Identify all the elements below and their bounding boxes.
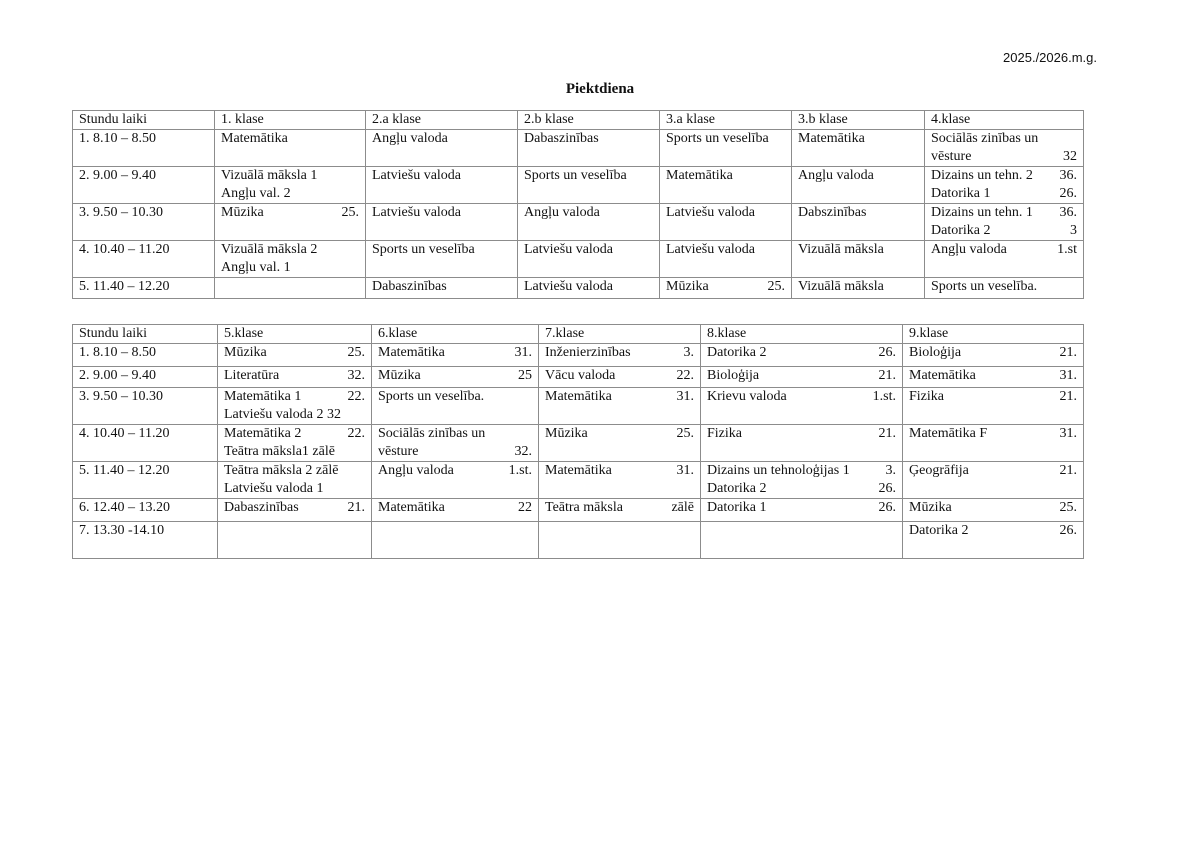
lesson-cell [218, 425, 372, 462]
lesson-line [545, 388, 694, 406]
lesson-subject: Latviešu valoda [372, 168, 462, 183]
column-header: 1. klase [215, 111, 366, 130]
lesson-line [545, 367, 694, 385]
lesson-line [909, 522, 1077, 540]
table-row [73, 130, 1084, 167]
lesson-cell [701, 344, 903, 367]
table-row [73, 241, 1084, 278]
lesson-line [224, 499, 365, 517]
lesson-subject: Angļu valoda [372, 131, 448, 146]
column-header: 3.a klase [660, 111, 792, 130]
lesson-subject: Ģeogrāfija [909, 463, 969, 478]
column-header: 5.klase [218, 325, 372, 344]
lesson-line [221, 130, 359, 148]
lesson-subject: Vācu valoda [545, 368, 616, 383]
column-header: Stundu laiki [73, 111, 215, 130]
lesson-line [378, 443, 532, 461]
column-header: 4.klase [925, 111, 1084, 130]
lesson-cell [903, 499, 1084, 522]
lesson-subject: Angļu valoda [931, 242, 1007, 257]
time-slot-cell: 4. 10.40 – 11.20 [73, 241, 215, 278]
lesson-cell [539, 462, 701, 499]
lesson-subject: Sociālās zinības un [931, 131, 1039, 146]
room-number: 25. [767, 279, 785, 294]
room-number: 22. [676, 368, 694, 383]
lesson-subject: Mūzika [666, 279, 709, 294]
lesson-line [221, 259, 359, 277]
room-number: 36. [1059, 205, 1077, 220]
lesson-line [545, 462, 694, 480]
room-number: 3. [885, 463, 896, 478]
lesson-line [707, 367, 896, 385]
lesson-cell [792, 167, 925, 204]
room-number: 21. [347, 500, 365, 515]
room-number: 25. [1059, 500, 1077, 515]
header-row [73, 111, 1084, 130]
lesson-subject: Angļu valoda [524, 205, 600, 220]
lesson-cell [925, 167, 1084, 204]
lesson-subject: Matemātika 1 [224, 389, 302, 404]
lesson-subject: Sports un veselība. [378, 389, 485, 404]
lesson-subject: Mūzika [378, 368, 421, 383]
timetable-grades-5-9 [72, 324, 1084, 559]
table-row [73, 204, 1084, 241]
header-row [73, 325, 1084, 344]
lesson-line [707, 462, 896, 480]
lesson-line [372, 167, 511, 185]
lesson-subject: Matemātika [378, 345, 445, 360]
lesson-subject: Mūzika [224, 345, 267, 360]
lesson-cell [903, 367, 1084, 388]
lesson-subject: Matemātika [221, 131, 288, 146]
lesson-line [798, 167, 918, 185]
lesson-line [224, 480, 365, 498]
lesson-cell [660, 167, 792, 204]
room-number: 36. [1059, 168, 1077, 183]
lesson-subject: Matemātika [545, 389, 612, 404]
lesson-line [666, 204, 785, 222]
lesson-subject: Teātra māksla 2 zālē [224, 463, 339, 478]
lesson-cell [218, 388, 372, 425]
lesson-cell [539, 499, 701, 522]
column-header: 2.a klase [366, 111, 518, 130]
lesson-subject: Datorika 1 [707, 500, 767, 515]
time-slot-cell: 2. 9.00 – 9.40 [73, 367, 218, 388]
lesson-cell [218, 499, 372, 522]
lesson-subject: Datorika 2 [707, 345, 767, 360]
lesson-cell [792, 278, 925, 299]
lesson-line [798, 130, 918, 148]
room-number: 3. [683, 345, 694, 360]
lesson-line [221, 204, 359, 222]
lesson-subject: Matemātika 2 [224, 426, 302, 441]
lesson-cell [660, 204, 792, 241]
lesson-subject: Vizuālā māksla 1 [221, 168, 318, 183]
lesson-cell [539, 425, 701, 462]
lesson-cell [660, 278, 792, 299]
lesson-cell [701, 499, 903, 522]
lesson-cell [518, 278, 660, 299]
lesson-subject: Angļu valoda [378, 463, 454, 478]
column-header: 9.klase [903, 325, 1084, 344]
time-slot-cell: 1. 8.10 – 8.50 [73, 344, 218, 367]
lesson-line [707, 425, 896, 443]
lesson-line [372, 241, 511, 259]
lesson-line [224, 406, 365, 424]
room-number: 3 [1070, 223, 1077, 238]
lesson-line [931, 204, 1077, 222]
lesson-cell [366, 130, 518, 167]
lesson-line [931, 185, 1077, 203]
lesson-line [378, 462, 532, 480]
room-number: 1.st. [872, 389, 896, 404]
lesson-line [707, 344, 896, 362]
lesson-subject: Latviešu valoda [666, 205, 756, 220]
lesson-subject: Dabaszinības [524, 131, 599, 146]
lesson-subject: Latviešu valoda 1 [224, 481, 324, 496]
room-number: 25 [518, 368, 532, 383]
room-number: zālē [671, 500, 694, 515]
lesson-subject: Matemātika [666, 168, 733, 183]
room-number: 21. [878, 368, 896, 383]
lesson-line [931, 278, 1077, 296]
lesson-line [909, 425, 1077, 443]
lesson-subject: Datorika 1 [931, 186, 991, 201]
lesson-line [372, 204, 511, 222]
time-slot-cell: 2. 9.00 – 9.40 [73, 167, 215, 204]
column-header: 3.b klase [792, 111, 925, 130]
room-number: 31. [1059, 368, 1077, 383]
lesson-cell [539, 367, 701, 388]
lesson-subject: Bioloģija [909, 345, 962, 360]
lesson-line [221, 167, 359, 185]
lesson-subject: Angļu val. 2 [221, 186, 291, 201]
time-slot-cell: 3. 9.50 – 10.30 [73, 388, 218, 425]
lesson-cell [218, 344, 372, 367]
lesson-line [224, 425, 365, 443]
lesson-line [224, 443, 365, 461]
lesson-cell [218, 367, 372, 388]
lesson-subject: Dabaszinības [224, 500, 299, 515]
lesson-cell [701, 367, 903, 388]
lesson-subject: Dizains un tehn. 2 [931, 168, 1033, 183]
lesson-cell [372, 462, 539, 499]
lesson-subject: Dabaszinības [372, 279, 447, 294]
lesson-line [524, 278, 653, 296]
lesson-subject: Mūzika [221, 205, 264, 220]
lesson-cell [792, 241, 925, 278]
room-number: 1.st [1057, 242, 1077, 257]
page-title: Piektdiena [565, 81, 635, 97]
room-number: 26. [878, 481, 896, 496]
lesson-subject: Matemātika [378, 500, 445, 515]
lesson-line [372, 278, 511, 296]
room-number: 25. [341, 205, 359, 220]
timetable-grades-1-4 [72, 110, 1084, 299]
room-number: 31. [676, 463, 694, 478]
room-number: 21. [1059, 463, 1077, 478]
lesson-subject: Vizuālā māksla [798, 279, 884, 294]
lesson-subject: vēsture [931, 149, 972, 164]
table-row [73, 367, 1084, 388]
lesson-subject: Krievu valoda [707, 389, 787, 404]
lesson-cell [792, 130, 925, 167]
column-header: 7.klase [539, 325, 701, 344]
lesson-line [221, 185, 359, 203]
lesson-line [666, 130, 785, 148]
lesson-line [224, 344, 365, 362]
lesson-cell [903, 462, 1084, 499]
school-year: 2025./2026.m.g. [1003, 50, 1097, 65]
table-row [73, 499, 1084, 522]
lesson-cell [372, 344, 539, 367]
lesson-subject: Datorika 2 [931, 223, 991, 238]
lesson-cell [372, 499, 539, 522]
lesson-subject: Sports un veselība. [931, 279, 1038, 294]
column-header: 6.klase [372, 325, 539, 344]
room-number: 26. [878, 500, 896, 515]
lesson-cell [366, 204, 518, 241]
room-number: 26. [1059, 523, 1077, 538]
time-slot-cell: 3. 9.50 – 10.30 [73, 204, 215, 241]
lesson-cell [215, 241, 366, 278]
table-row [73, 388, 1084, 425]
lesson-cell [539, 522, 701, 559]
room-number: 26. [1059, 186, 1077, 201]
lesson-subject: Latviešu valoda [524, 242, 614, 257]
lesson-line [798, 241, 918, 259]
room-number: 22. [347, 389, 365, 404]
lesson-line [372, 130, 511, 148]
table-row [73, 425, 1084, 462]
lesson-cell [215, 167, 366, 204]
lesson-line [909, 367, 1077, 385]
lesson-cell [366, 278, 518, 299]
lesson-line [666, 241, 785, 259]
column-header: Stundu laiki [73, 325, 218, 344]
lesson-subject: Literatūra [224, 368, 280, 383]
lesson-line [909, 344, 1077, 362]
lesson-cell [701, 425, 903, 462]
lesson-cell [218, 462, 372, 499]
lesson-line [224, 462, 365, 480]
lesson-line [221, 241, 359, 259]
lesson-subject: Dizains un tehn. 1 [931, 205, 1033, 220]
lesson-line [378, 388, 532, 406]
lesson-subject: Matemātika [798, 131, 865, 146]
lesson-cell [925, 130, 1084, 167]
lesson-cell [518, 167, 660, 204]
lesson-subject: Vizuālā māksla 2 [221, 242, 318, 257]
lesson-cell [372, 388, 539, 425]
room-number: 1.st. [508, 463, 532, 478]
lesson-line [931, 241, 1077, 259]
room-number: 25. [347, 345, 365, 360]
lesson-subject: Angļu val. 1 [221, 260, 291, 275]
time-slot-cell: 5. 11.40 – 12.20 [73, 278, 215, 299]
room-number: 22. [347, 426, 365, 441]
lesson-line [545, 344, 694, 362]
room-number: 32. [347, 368, 365, 383]
lesson-line [524, 241, 653, 259]
lesson-line [707, 480, 896, 498]
lesson-cell [218, 522, 372, 559]
room-number: 21. [1059, 389, 1077, 404]
time-slot-cell: 5. 11.40 – 12.20 [73, 462, 218, 499]
lesson-line [909, 499, 1077, 517]
table-row [73, 344, 1084, 367]
lesson-cell [366, 167, 518, 204]
lesson-cell [215, 130, 366, 167]
table-row [73, 167, 1084, 204]
lesson-line [931, 222, 1077, 240]
lesson-line [666, 167, 785, 185]
time-slot-cell: 1. 8.10 – 8.50 [73, 130, 215, 167]
lesson-cell [925, 204, 1084, 241]
lesson-cell [792, 204, 925, 241]
room-number: 31. [1059, 426, 1077, 441]
lesson-subject: Teātra māksla [545, 500, 623, 515]
lesson-subject: Datorika 2 [707, 481, 767, 496]
room-number: 21. [1059, 345, 1077, 360]
lesson-subject: Latviešu valoda 2 32 [224, 407, 342, 422]
room-number: 31. [514, 345, 532, 360]
lesson-line [707, 499, 896, 517]
lesson-cell [215, 278, 366, 299]
lesson-cell [660, 241, 792, 278]
lesson-line [909, 388, 1077, 406]
time-slot-cell: 6. 12.40 – 13.20 [73, 499, 218, 522]
lesson-line [524, 130, 653, 148]
lesson-subject: Mūzika [545, 426, 588, 441]
timetable-body [73, 111, 1084, 299]
lesson-line [931, 167, 1077, 185]
lesson-cell [903, 522, 1084, 559]
lesson-line [931, 130, 1077, 148]
lesson-line [909, 462, 1077, 480]
lesson-line [224, 367, 365, 385]
lesson-subject: Latviešu valoda [524, 279, 614, 294]
lesson-cell [903, 344, 1084, 367]
lesson-line [378, 344, 532, 362]
lesson-cell [701, 522, 903, 559]
lesson-line [524, 167, 653, 185]
lesson-subject: Mūzika [909, 500, 952, 515]
table-row [73, 278, 1084, 299]
lesson-cell [518, 241, 660, 278]
lesson-line [931, 148, 1077, 166]
lesson-cell [372, 425, 539, 462]
lesson-line [224, 388, 365, 406]
lesson-subject: Fizika [707, 426, 742, 441]
lesson-subject: Teātra māksla1 zālē [224, 444, 335, 459]
lesson-subject: Latviešu valoda [666, 242, 756, 257]
lesson-line [798, 204, 918, 222]
lesson-line [798, 278, 918, 296]
lesson-subject: Matemātika [545, 463, 612, 478]
room-number: 22 [518, 500, 532, 515]
column-header: 2.b klase [518, 111, 660, 130]
lesson-cell [903, 388, 1084, 425]
room-number: 32 [1063, 149, 1077, 164]
lesson-subject: Sports un veselība [524, 168, 627, 183]
lesson-line [524, 204, 653, 222]
lesson-subject: Latviešu valoda [372, 205, 462, 220]
lesson-cell [539, 388, 701, 425]
lesson-subject: Sports un veselība [372, 242, 475, 257]
lesson-cell [925, 278, 1084, 299]
lesson-subject: Datorika 2 [909, 523, 969, 538]
room-number: 25. [676, 426, 694, 441]
lesson-cell [518, 204, 660, 241]
lesson-subject: Sports un veselība [666, 131, 769, 146]
time-slot-cell: 4. 10.40 – 11.20 [73, 425, 218, 462]
lesson-subject: Vizuālā māksla [798, 242, 884, 257]
lesson-line [378, 499, 532, 517]
lesson-cell [701, 388, 903, 425]
lesson-cell [701, 462, 903, 499]
lesson-line [545, 499, 694, 517]
lesson-cell [925, 241, 1084, 278]
lesson-cell [372, 522, 539, 559]
lesson-line [666, 278, 785, 296]
lesson-subject: Fizika [909, 389, 944, 404]
lesson-cell [518, 130, 660, 167]
lesson-subject: Angļu valoda [798, 168, 874, 183]
room-number: 31. [676, 389, 694, 404]
table-row [73, 522, 1084, 559]
room-number: 21. [878, 426, 896, 441]
table-row [73, 462, 1084, 499]
lesson-cell [366, 241, 518, 278]
lesson-subject: Bioloģija [707, 368, 760, 383]
lesson-subject: Sociālās zinības un [378, 426, 486, 441]
lesson-cell [903, 425, 1084, 462]
time-slot-cell: 7. 13.30 -14.10 [73, 522, 218, 559]
lesson-line [707, 388, 896, 406]
lesson-line [378, 425, 532, 443]
lesson-cell [660, 130, 792, 167]
lesson-subject: Dizains un tehnoloģijas 1 [707, 463, 850, 478]
lesson-cell [215, 204, 366, 241]
lesson-subject: Matemātika [909, 368, 976, 383]
timetable-body [73, 325, 1084, 559]
lesson-line [378, 367, 532, 385]
lesson-cell [372, 367, 539, 388]
column-header: 8.klase [701, 325, 903, 344]
lesson-subject: Inženierzinības [545, 345, 631, 360]
lesson-subject: Matemātika F [909, 426, 988, 441]
room-number: 26. [878, 345, 896, 360]
room-number: 32. [514, 444, 532, 459]
lesson-cell [539, 344, 701, 367]
lesson-line [545, 425, 694, 443]
lesson-subject: Dabszinības [798, 205, 867, 220]
lesson-subject: vēsture [378, 444, 419, 459]
